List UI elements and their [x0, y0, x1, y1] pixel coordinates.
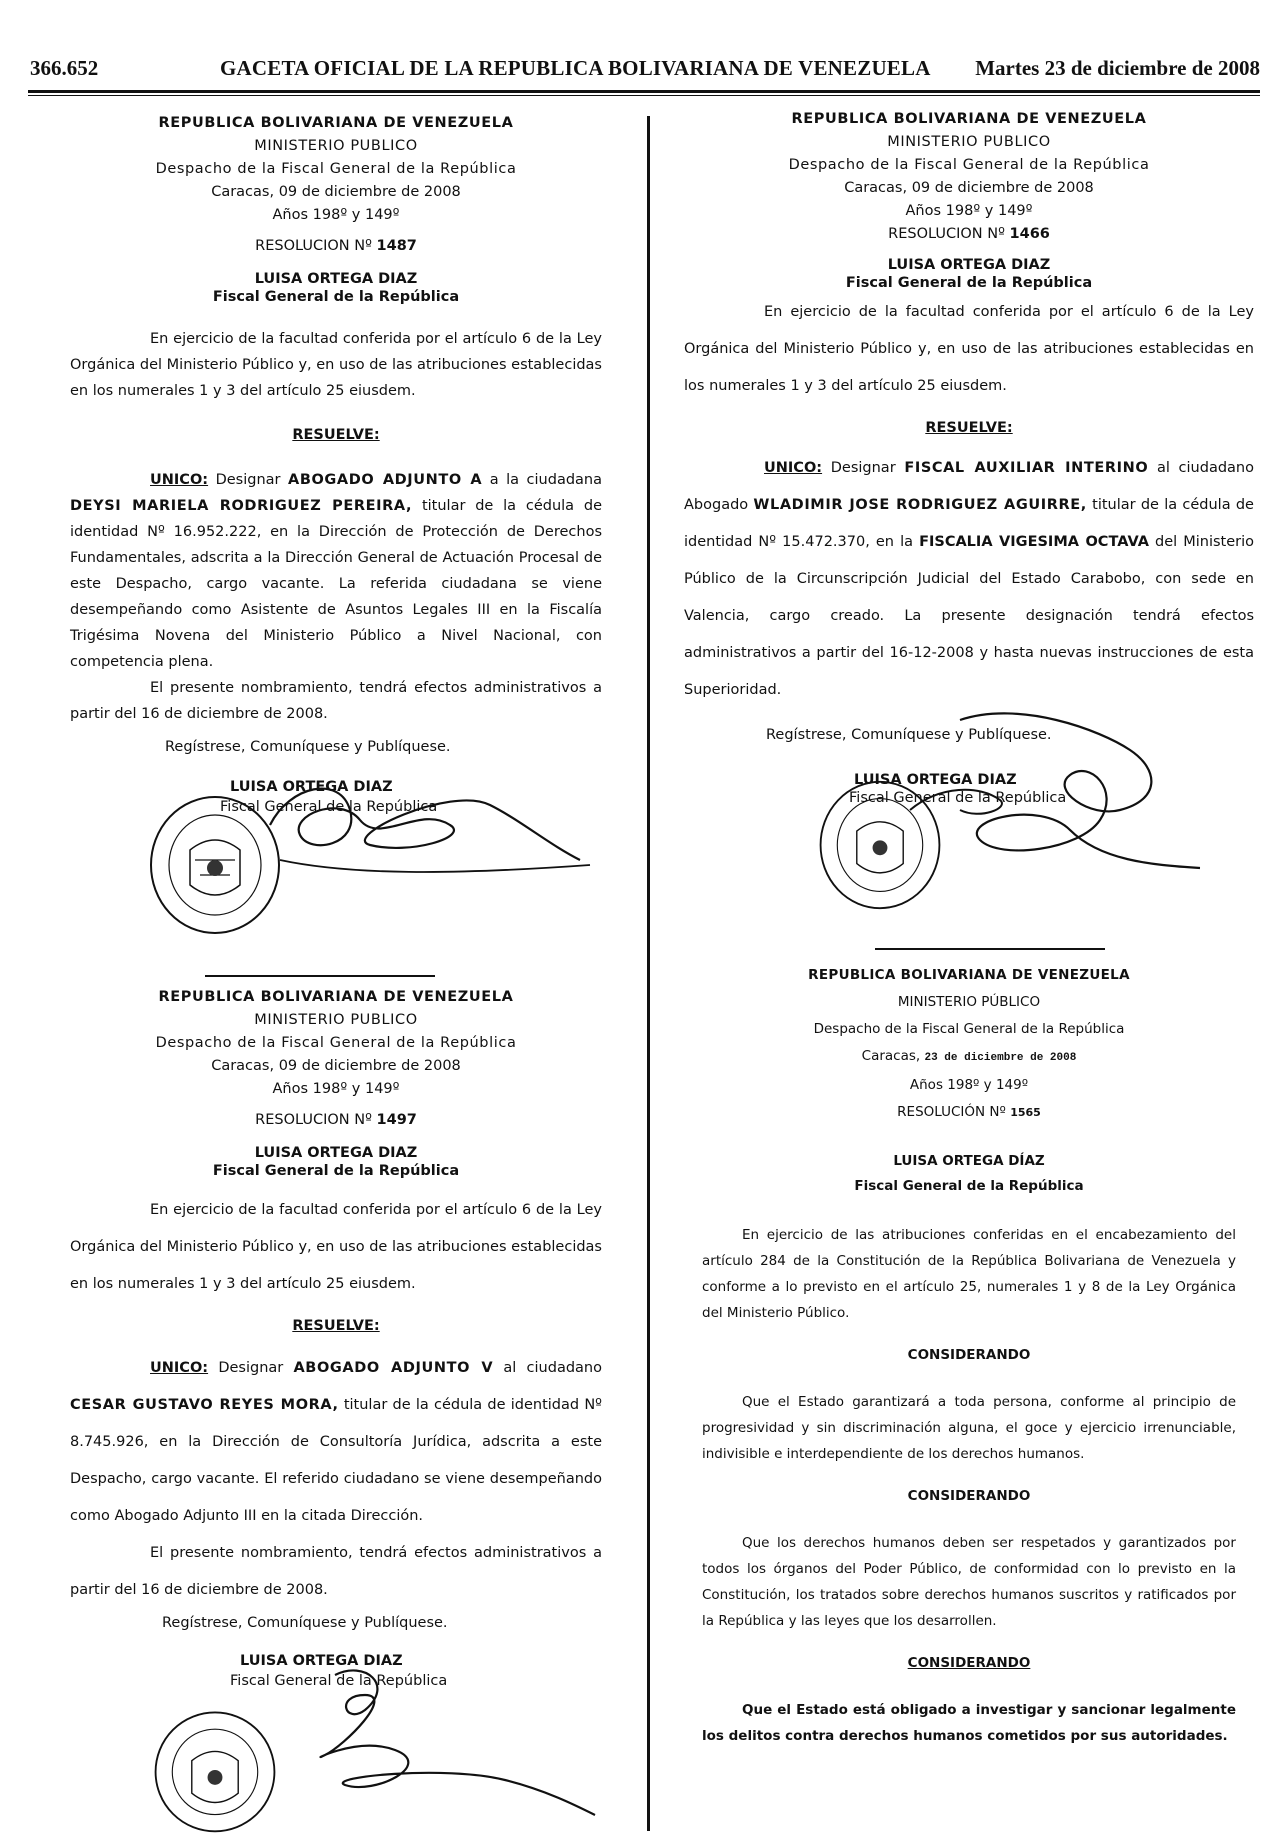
republic-heading: REPUBLICA BOLIVARIANA DE VENEZUELA — [808, 967, 1130, 983]
official-role: Fiscal General de la República — [854, 1178, 1084, 1194]
republic-heading: REPUBLICA BOLIVARIANA DE VENEZUELA — [158, 115, 514, 131]
intro-paragraph: En ejercicio de las atribuciones conferidas en el encabezamiento del artículo 284 de la Constitución de la República Bolivariana de Venezuela y conforme a lo previsto en el artículo 25, numerales 1 y 8 de la Ley Orgánica del Ministerio Público. — [702, 1227, 1236, 1321]
signature-role: Fiscal General de la República — [220, 799, 438, 815]
resolution-number: RESOLUCIÓN Nº 1565 — [897, 1104, 1041, 1120]
signature-role: Fiscal General de la República — [849, 790, 1067, 806]
years-line: Años 198º y 149º — [272, 207, 400, 223]
section-separator — [875, 948, 1105, 950]
considerando-2: Que los derechos humanos deben ser respetados y garantizados por todos los órganos del Poder Público, de conformidad con lo previsto en la Constitución, los tratados sobre derechos humanos suscritos y ratificados por la República y las leyes que los desarrollen. — [702, 1535, 1236, 1629]
republic-heading: REPUBLICA BOLIVARIANA DE VENEZUELA — [791, 111, 1147, 127]
page-number: 366.652 — [30, 56, 99, 80]
column-divider — [647, 116, 650, 1831]
efectos-paragraph: El presente nombramiento, tendrá efectos administrativos a partir del 16 de diciembre de 2008. — [70, 1545, 602, 1598]
place-date: Caracas, 23 de diciembre de 2008 — [861, 1048, 1077, 1064]
unico-paragraph: UNICO: Designar ABOGADO ADJUNTO A a la ciudadana DEYSI MARIELA RODRIGUEZ PEREIRA, titular de la cédula de identidad Nº 16.952.222, en la Dirección de Protección de Derechos Fundamentales, adscrita a la Dirección General de Actuación Procesal de este Despacho, cargo vacante. La referida ciudadana se viene desempeñando como Asistente de Asuntos Legales III en la Fiscalía Trigésima Novena del Ministerio Público a Nivel Nacional, con competencia plena. — [70, 472, 602, 670]
section-separator — [205, 975, 435, 977]
efectos-paragraph: El presente nombramiento, tendrá efectos administrativos a partir del 16 de diciembre de 2008. — [70, 680, 602, 722]
place-date: Caracas, 09 de diciembre de 2008 — [844, 180, 1094, 196]
place-date: Caracas, 09 de diciembre de 2008 — [211, 184, 461, 200]
official-name: LUISA ORTEGA DIAZ — [887, 257, 1051, 273]
resolution-number: RESOLUCION Nº 1466 — [888, 226, 1050, 242]
considerando-heading: CONSIDERANDO — [907, 1488, 1031, 1504]
intro-paragraph: En ejercicio de la facultad conferida por el artículo 6 de la Ley Orgánica del Ministerio Público y, en uso de las atribuciones establecidas en los numerales 1 y 3 del artículo 25 eiusdem. — [70, 1202, 602, 1292]
office-heading: Despacho de la Fiscal General de la República — [155, 161, 517, 177]
unico-paragraph: UNICO: Designar FISCAL AUXILIAR INTERINO al ciudadano Abogado WLADIMIR JOSE RODRIGUEZ AGUIRRE, titular de la cédula de identidad Nº 15.472.370, en la FISCALIA VIGESIMA OCTAVA del Ministerio Público de la Circunscripción Judicial del Estado Carabobo, con sede en Valencia, cargo creado. La presente designación tendrá efectos administrativos a partir del 16-12-2008 y hasta nuevas instrucciones de esta Superioridad. — [684, 460, 1255, 698]
header-rule — [28, 90, 1260, 93]
considerando-heading: CONSIDERANDO — [907, 1655, 1031, 1671]
signature-scribble-icon — [900, 690, 1230, 890]
registrese-line: Regístrese, Comuníquese y Publíquese. — [162, 1615, 448, 1631]
office-heading: Despacho de la Fiscal General de la República — [155, 1035, 517, 1051]
office-heading: Despacho de la Fiscal General de la República — [813, 1021, 1125, 1037]
signature-name: LUISA ORTEGA DIAZ — [240, 1653, 403, 1669]
considerando-heading: CONSIDERANDO — [907, 1347, 1031, 1363]
signature-scribble-icon — [245, 1655, 605, 1835]
years-line: Años 198º y 149º — [909, 1077, 1029, 1093]
resuelve-heading: RESUELVE: — [292, 427, 380, 443]
considerando-1: Que el Estado garantizará a toda persona, conforme al principio de progresividad y sin discriminación alguna, el goce y ejercicio irrenunciable, indivisible e interdependiente de los derechos humanos. — [702, 1394, 1236, 1462]
registrese-line: Regístrese, Comuníquese y Publíquese. — [165, 739, 451, 755]
ministry-heading: MINISTERIO PUBLICO — [254, 1012, 418, 1028]
gazette-date: Martes 23 de diciembre de 2008 — [975, 56, 1260, 80]
resolution-1565 — [684, 964, 1254, 1749]
place-date: Caracas, 09 de diciembre de 2008 — [211, 1058, 461, 1074]
ministry-heading: MINISTERIO PUBLICO — [887, 134, 1051, 150]
signature-name: LUISA ORTEGA DIAZ — [854, 772, 1017, 788]
ministry-heading: MINISTERIO PÚBLICO — [897, 994, 1041, 1010]
official-role: Fiscal General de la República — [212, 1163, 460, 1179]
official-role: Fiscal General de la República — [212, 289, 460, 305]
unico-paragraph: UNICO: Designar ABOGADO ADJUNTO V al ciudadano CESAR GUSTAVO REYES MORA, titular de la cédula de identidad Nº 8.745.926, en la Dirección de Consultoría Jurídica, adscrita a este Despacho, cargo vacante. El referido ciudadano se viene desempeñando como Abogado Adjunto III en la citada Dirección. — [70, 1360, 602, 1524]
official-name: LUISA ORTEGA DIAZ — [254, 1145, 418, 1161]
resuelve-heading: RESUELVE: — [292, 1318, 380, 1334]
years-line: Años 198º y 149º — [905, 203, 1033, 219]
resolution-number: RESOLUCION Nº 1487 — [255, 238, 417, 254]
republic-heading: REPUBLICA BOLIVARIANA DE VENEZUELA — [158, 989, 514, 1005]
registrese-line: Regístrese, Comuníquese y Publíquese. — [766, 727, 1052, 743]
years-line: Años 198º y 149º — [272, 1081, 400, 1097]
gazette-title: GACETA OFICIAL DE LA REPUBLICA BOLIVARIANA DE VENEZUELA — [220, 56, 931, 80]
official-name: LUISA ORTEGA DÍAZ — [893, 1153, 1045, 1169]
resolution-1487 — [70, 112, 602, 817]
considerando-3: Que el Estado está obligado a investigar y sancionar legalmente los delitos contra derechos humanos cometidos por sus autoridades. — [702, 1702, 1236, 1744]
resuelve-heading: RESUELVE: — [925, 420, 1013, 436]
intro-paragraph: En ejercicio de la facultad conferida por el artículo 6 de la Ley Orgánica del Ministerio Público y, en uso de las atribuciones establecidas en los numerales 1 y 3 del artículo 25 eiusdem. — [684, 304, 1254, 394]
official-role: Fiscal General de la República — [845, 275, 1093, 291]
official-name: LUISA ORTEGA DIAZ — [254, 271, 418, 287]
resolution-number: RESOLUCION Nº 1497 — [255, 1112, 417, 1128]
signature-role: Fiscal General de la República — [230, 1673, 448, 1689]
office-heading: Despacho de la Fiscal General de la República — [788, 157, 1150, 173]
gazette-header — [30, 56, 1260, 86]
intro-paragraph: En ejercicio de la facultad conferida por el artículo 6 de la Ley Orgánica del Ministerio Público y, en uso de las atribuciones establecidas en los numerales 1 y 3 del artículo 25 eiusdem. — [70, 331, 602, 399]
signature-name: LUISA ORTEGA DIAZ — [230, 779, 393, 795]
signature-scribble-icon — [250, 765, 600, 885]
resolution-1497 — [70, 986, 602, 1691]
header-rule-thin — [28, 95, 1260, 96]
ministry-heading: MINISTERIO PUBLICO — [254, 138, 418, 154]
